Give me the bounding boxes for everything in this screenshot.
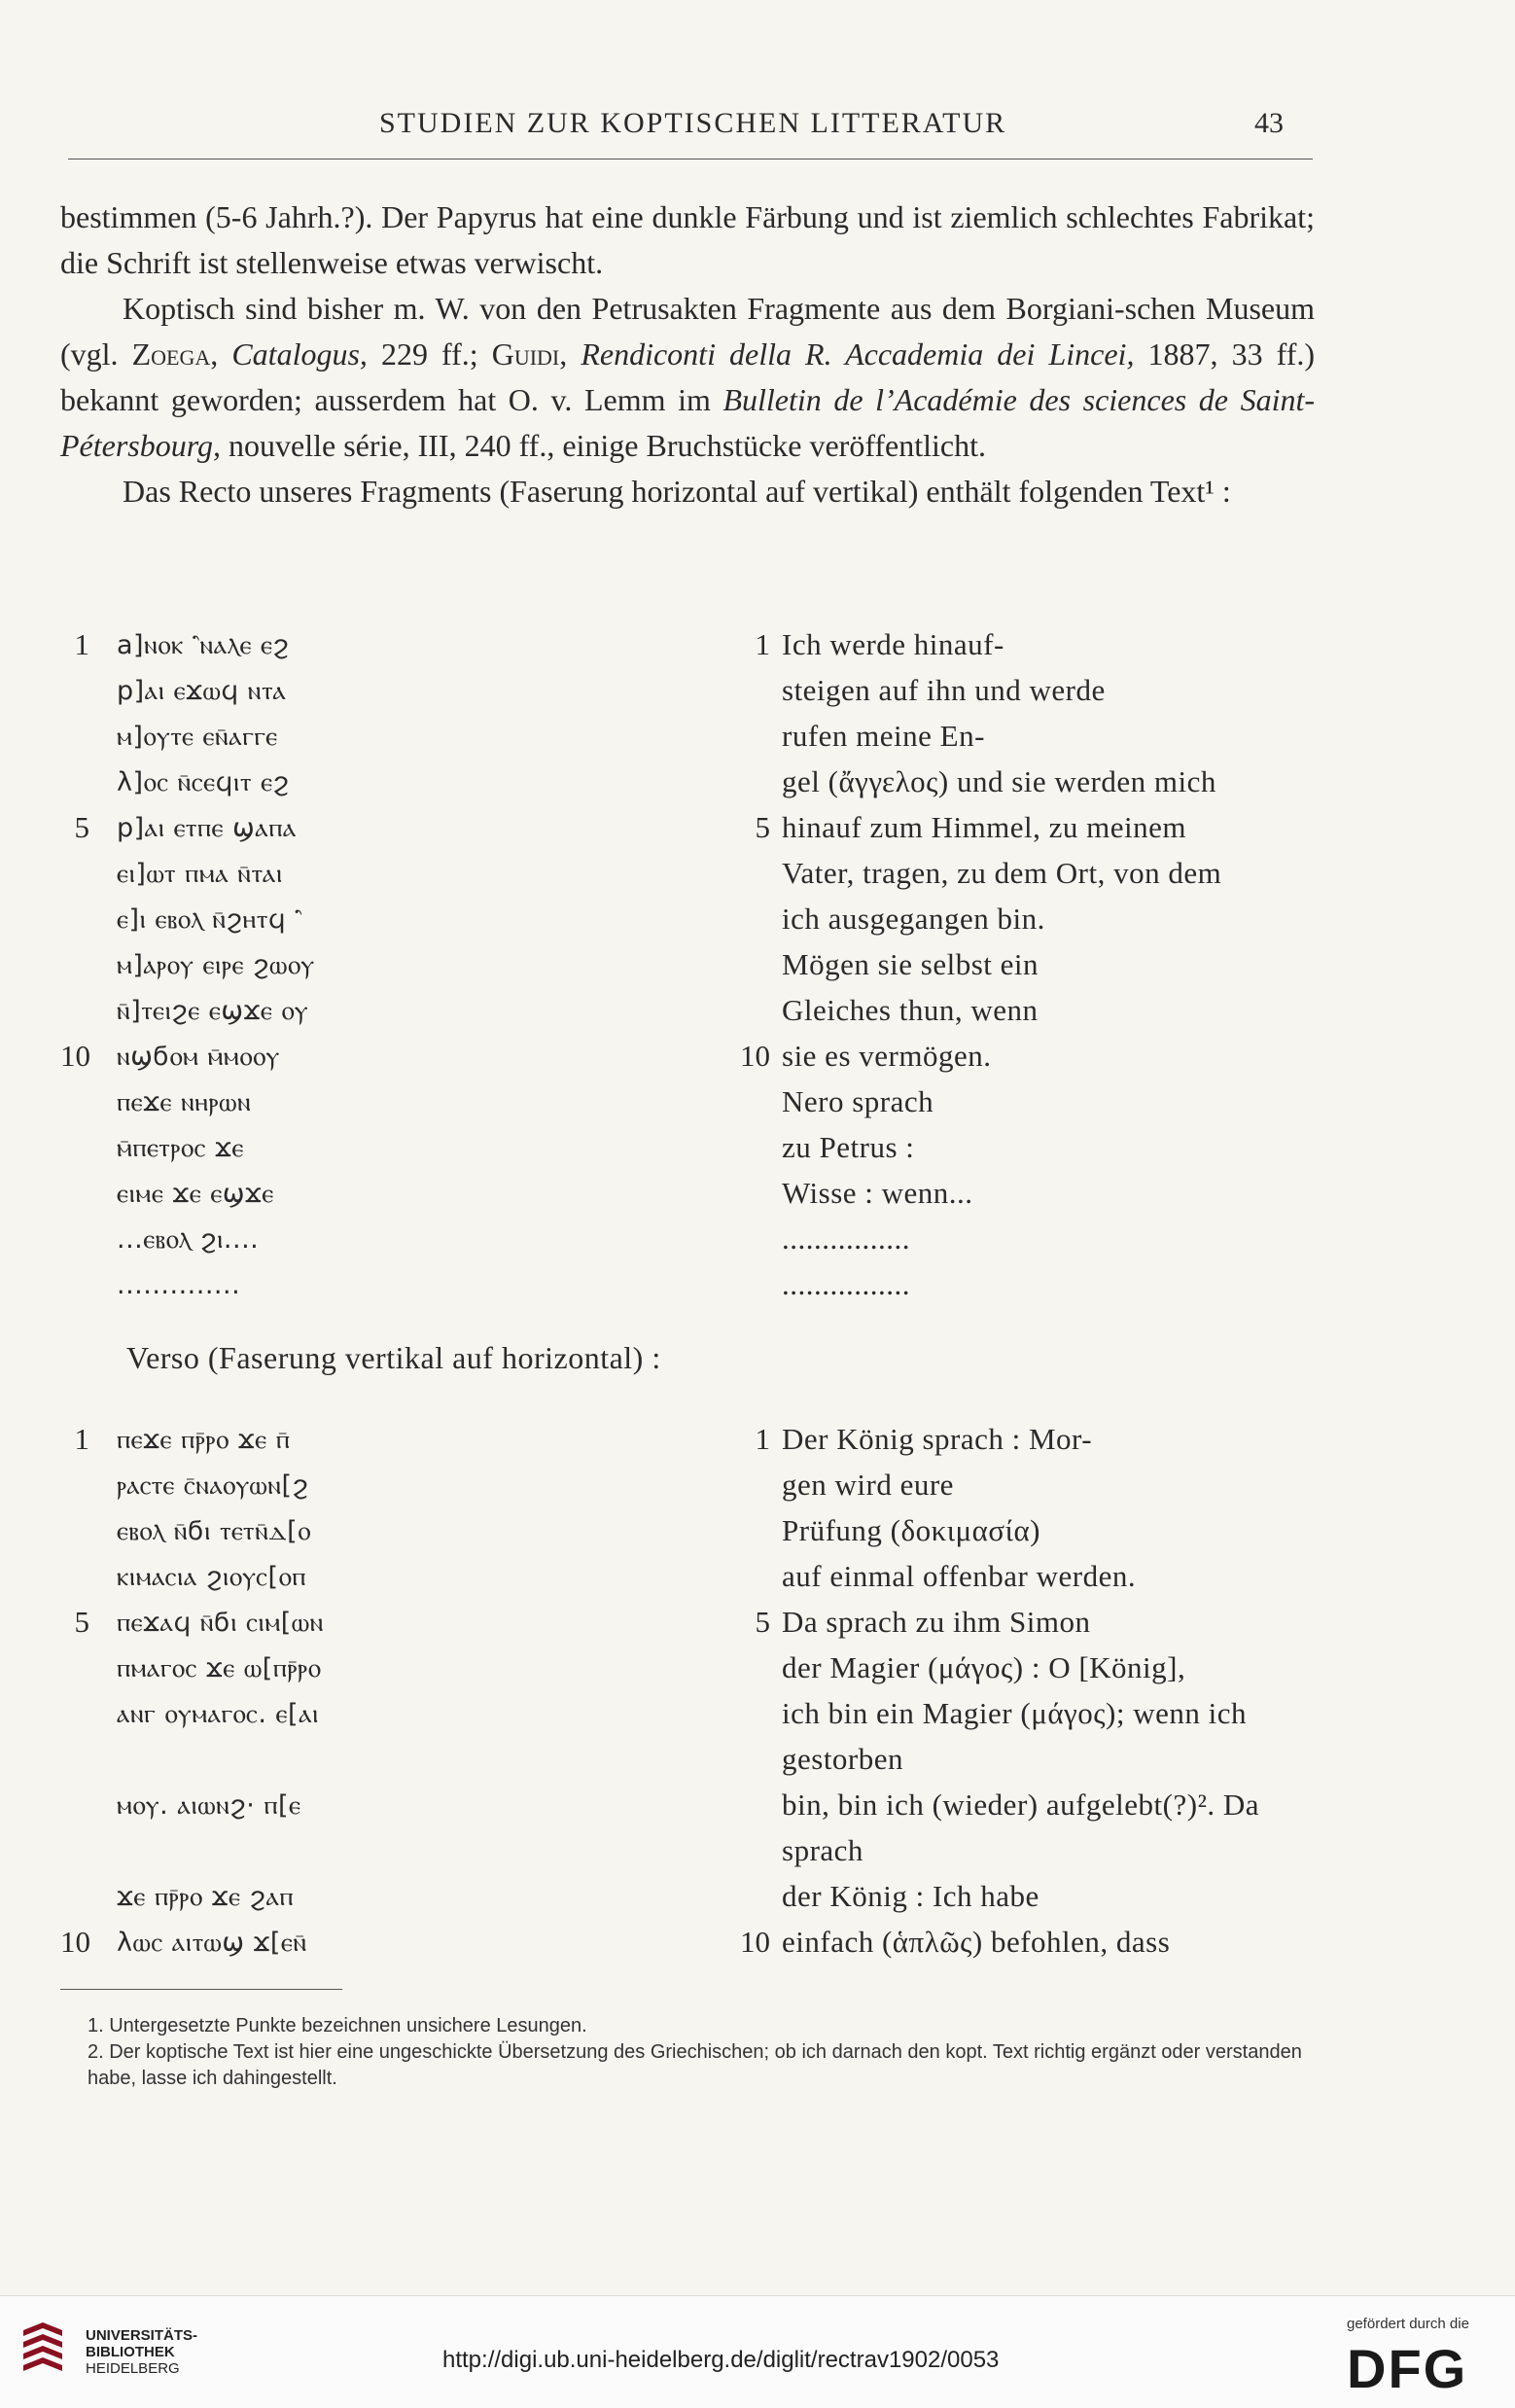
coptic-text: ⲙ]ⲟⲩⲧⲉ ⲉⲛ̄ⲁⲅⲅⲉ: [117, 722, 278, 752]
intro-paragraph-2: Koptisch sind bisher m. W. von den Petrusakten Fragmente aus dem Borgiani-schen Museum (vgl. Zoega, Catalogus, 229 ff.; Guidi, Rendiconti della R. Accademia dei Lincei, 1887, 33 ff.) bekannt geworden; ausserdem hat O. v. Lemm im Bulletin de l’Académie des sciences de Saint-Pétersbourg, nouvelle série, III, 240 ff., einige Bruchstücke veröffentlicht.: [60, 291, 1316, 463]
coptic-text: p]ⲁⲓ ⲉϫⲱϥ ⲛⲧⲁ: [117, 676, 287, 706]
german-translation: Mögen sie selbst ein: [782, 947, 1039, 981]
translation-line-number: 5: [755, 810, 770, 844]
recto-line: [60, 764, 1315, 810]
coptic-text: ⲉⲓⲙⲉ ϫⲉ ⲉϣϫⲉ: [117, 1179, 274, 1209]
verso-line: [60, 1925, 1315, 1970]
coptic-text: ϫⲉ ⲡⲣ̄ⲣⲟ ϫⲉ ϩⲁⲡ: [117, 1882, 295, 1912]
recto-line: [60, 1176, 1315, 1222]
german-translation: sie es vermögen.: [782, 1039, 992, 1073]
coptic-text: ..............: [117, 1270, 241, 1300]
german-translation: Vater, tragen, zu dem Ort, von dem: [782, 856, 1222, 890]
german-translation: ................: [782, 1222, 910, 1256]
coptic-text: ...ⲉⲃⲟⲗ ϩⲓ....: [117, 1224, 260, 1255]
intro-paragraph-1: bestimmen (5-6 Jahrh.?). Der Papyrus hat eine dunkle Färbung und ist ziemlich schlechtes Fabrikat; die Schrift ist stellenweise etwas verwischt.: [60, 199, 1315, 280]
recto-line: [60, 1222, 1315, 1267]
coptic-text: ⲣⲁⲥⲧⲉ ⲥ̄ⲛⲁⲟⲩⲱⲛ[ϩ: [117, 1470, 309, 1501]
verso-line: [60, 1422, 1315, 1468]
german-translation: Gleiches thun, wenn: [782, 993, 1039, 1027]
recto-line: [60, 810, 1315, 856]
verso-heading: Verso (Faserung vertikal auf horizontal) :: [126, 1340, 661, 1375]
translation-line-number: 10: [740, 1925, 770, 1959]
coptic-text: ⲉⲃⲟⲗ ⲛ̄ϭⲓ ⲧⲉⲧⲛ̄ⲇ[ⲟ: [117, 1516, 311, 1546]
german-translation: ich ausgegangen bin.: [782, 902, 1045, 936]
german-translation: gel (ἄγγελος) und sie werden mich: [782, 764, 1216, 798]
german-translation: hinauf zum Himmel, zu meinem: [782, 810, 1187, 844]
footnote-2: 2. Der koptische Text ist hier eine ungeschickte Übersetzung des Griechischen; ob ich darnach den kopt. Text richtig ergänzt oder verstanden habe, lasse ich dahingestellt.: [88, 2041, 1302, 2089]
german-translation: ................: [782, 1267, 910, 1301]
dfg-logo: DFG: [1347, 2338, 1468, 2399]
recto-line: [60, 627, 1315, 673]
german-translation: auf einmal offenbar werden.: [782, 1559, 1137, 1593]
coptic-text: ⲁⲛⲅ ⲟⲩⲙⲁⲅⲟⲥ. ⲉ[ⲁⲓ: [117, 1699, 319, 1729]
german-translation: sprach: [782, 1833, 863, 1867]
coptic-text: ⲙ̄ⲡⲉⲧⲣⲟⲥ ϫⲉ: [117, 1133, 244, 1163]
verso-line: [60, 1696, 1315, 1742]
german-translation: der Magier (μάγος) : O [König],: [782, 1650, 1186, 1684]
coptic-text: ⲙⲟⲩ. ⲁⲓⲱⲛϩ· ⲡ[ⲉ: [117, 1790, 301, 1821]
coptic-line-number: 1: [74, 627, 89, 661]
recto-line: [60, 947, 1315, 993]
verso-line: [60, 1650, 1315, 1696]
recto-line: [60, 993, 1315, 1039]
translation-line-number: 10: [740, 1039, 770, 1073]
coptic-text: ⲡⲉϫⲁϥ ⲛ̄ϭⲓ ⲥⲓⲙ[ⲱⲛ: [117, 1608, 324, 1638]
verso-line: [60, 1879, 1315, 1925]
coptic-text: λ]ⲟⲥ ⲛ̄ⲥⲉϥⲓⲧ ⲉϩ: [117, 767, 290, 797]
coptic-text: ⲡⲉϫⲉ ⲛⲏⲣⲱⲛ: [117, 1087, 252, 1117]
german-translation: gestorben: [782, 1742, 904, 1776]
german-translation: der König : Ich habe: [782, 1879, 1039, 1913]
coptic-text: ⲉⲓ]ⲱⲧ ⲡⲙⲁ ⲛ̄ⲧⲁⲓ: [117, 859, 283, 889]
german-translation: Prüfung (δοκιμασία): [782, 1513, 1041, 1547]
recto-line: [60, 673, 1315, 719]
german-translation: steigen auf ihn und werde: [782, 673, 1106, 707]
translation-line-number: 1: [755, 1422, 770, 1456]
running-head: [0, 107, 1515, 146]
title-bulletin: Bulletin de l’Académie des sciences de Saint-Pétersbourg,: [60, 382, 1316, 463]
verso-section: [60, 1422, 1315, 1970]
german-translation: Nero sprach: [782, 1084, 934, 1118]
recto-line: [60, 1267, 1315, 1313]
coptic-text: ⲉ]ⲓ ⲉⲃⲟⲗ ⲛ̄ϩⲏⲧϥ ⳿: [117, 904, 302, 935]
coptic-line-number: 5: [74, 810, 89, 844]
recto-line: [60, 902, 1315, 947]
footnotes: [60, 2013, 1324, 2092]
verso-line: [60, 1833, 1315, 1879]
german-translation: einfach (ἁπλῶς) befohlen, dass: [782, 1925, 1171, 1959]
german-translation: rufen meine En-: [782, 719, 985, 753]
recto-section: [60, 627, 1315, 1313]
library-logo-icon: [18, 2320, 68, 2379]
coptic-text: ⲡⲙⲁⲅⲟⲥ ϫⲉ ⲱ[ⲡⲣ̄ⲣⲟ: [117, 1653, 322, 1683]
coptic-text: λⲱⲥ ⲁⲓⲧⲱϣ ϫ[ⲉⲛ̄: [117, 1928, 307, 1958]
translation-line-number: 5: [755, 1605, 770, 1639]
recto-line: [60, 1039, 1315, 1084]
coptic-line-number: 10: [60, 1039, 90, 1073]
coptic-text: ⲙ]ⲁⲣⲟⲩ ⲉⲓⲣⲉ ϩⲱⲟⲩ: [117, 950, 315, 980]
coptic-line-number: 5: [74, 1605, 89, 1639]
verso-line: [60, 1559, 1315, 1605]
intro-paragraph-3: Das Recto unseres Fragments (Faserung horizontal auf vertikal) enthält folgenden Text¹ :: [123, 474, 1231, 509]
verso-line: [60, 1468, 1315, 1513]
funding-label: gefördert durch die: [1347, 2316, 1469, 2332]
recto-line: [60, 1084, 1315, 1130]
digitization-footer: [0, 2295, 1515, 2408]
german-translation: Wisse : wenn...: [782, 1176, 973, 1210]
german-translation: ich bin ein Magier (μάγος); wenn ich: [782, 1696, 1247, 1730]
verso-line: [60, 1513, 1315, 1559]
coptic-text: ⲡⲉϫⲉ ⲡⲣ̄ⲣⲟ ϫⲉ ⲡ̄: [117, 1425, 291, 1455]
footnote-1: 1. Untergesetzte Punkte bezeichnen unsichere Lesungen.: [88, 2015, 587, 2036]
verso-line: [60, 1605, 1315, 1650]
page-number: 43: [1254, 107, 1284, 139]
footnote-rule: [60, 1989, 342, 1990]
permalink[interactable]: http://digi.ub.uni-heidelberg.de/diglit/rectrav1902/0053: [442, 2347, 1000, 2373]
coptic-text: ⲕⲓⲙⲁⲥⲓⲁ ϩⲓⲟⲩⲥ[ⲟⲡ: [117, 1562, 306, 1592]
translation-line-number: 1: [755, 627, 770, 661]
title-catalogus: Catalogus,: [231, 336, 368, 372]
intro-text: [60, 195, 1315, 514]
coptic-text: p]ⲁⲓ ⲉⲧⲡⲉ ϣⲁⲡⲁ: [117, 813, 297, 843]
german-translation: zu Petrus :: [782, 1130, 915, 1164]
german-translation: Da sprach zu ihm Simon: [782, 1605, 1091, 1639]
german-translation: gen wird eure: [782, 1468, 954, 1502]
german-translation: Ich werde hinauf-: [782, 627, 1004, 661]
running-title: STUDIEN ZUR KOPTISCHEN LITTERATUR: [379, 107, 1007, 139]
verso-line: [60, 1788, 1315, 1833]
german-translation: Der König sprach : Mor-: [782, 1422, 1093, 1456]
german-translation: bin, bin ich (wieder) aufgelebt(?)². Da: [782, 1788, 1260, 1822]
author-guidi: Guidi: [491, 336, 560, 372]
author-zoega: Zoega: [131, 336, 211, 372]
coptic-text: ⲛ̄]ⲧⲉⲓϩⲉ ⲉϣϫⲉ ⲟⲩ: [117, 996, 309, 1026]
recto-line: [60, 1130, 1315, 1176]
coptic-text: ⲛϣϭⲟⲙ ⲙ̄ⲙⲟⲟⲩ: [117, 1042, 280, 1072]
recto-line: [60, 719, 1315, 764]
recto-line: [60, 856, 1315, 902]
title-rendiconti: Rendiconti della R. Accademia dei Lincei,: [581, 336, 1135, 372]
coptic-line-number: 1: [74, 1422, 89, 1456]
coptic-line-number: 10: [60, 1925, 90, 1959]
coptic-text: a]ⲛⲟⲕ ⳿ⲛⲁⲗⲉ ⲉϩ: [117, 630, 290, 660]
library-name: UNIVERSITÄTS- BIBLIOTHEK HEIDELBERG: [86, 2327, 198, 2377]
verso-line: [60, 1742, 1315, 1788]
